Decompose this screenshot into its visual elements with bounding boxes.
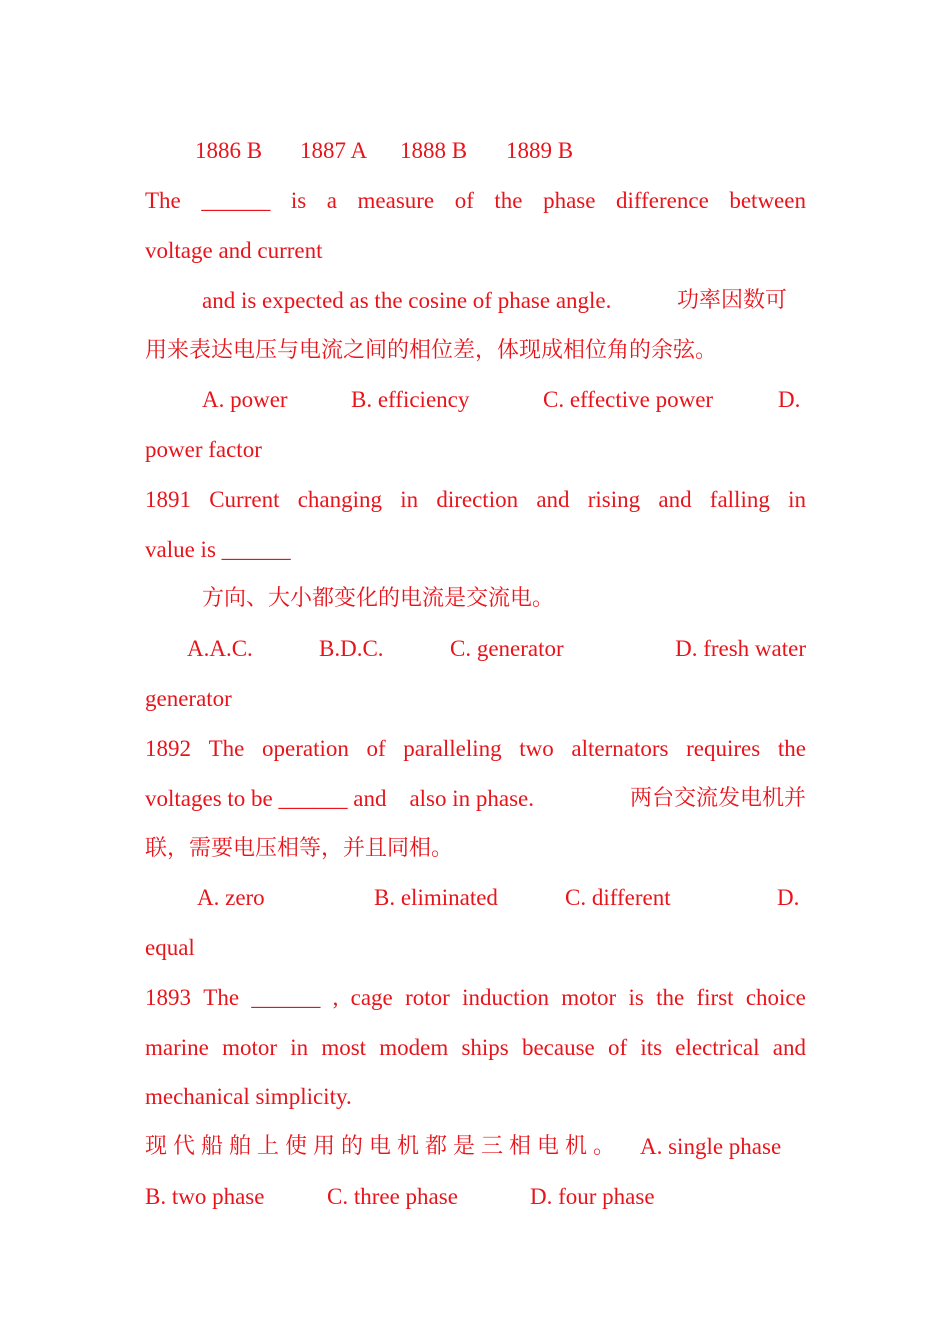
- word: motor: [222, 1035, 278, 1060]
- word: difference: [616, 188, 709, 213]
- word: electrical: [675, 1035, 760, 1060]
- q1890-line3-en: and is expected as the cosine of phase angle.: [202, 288, 612, 313]
- word: and: [772, 1035, 806, 1060]
- option-b: B. eliminated: [374, 885, 498, 910]
- q1892-line2-cn: 两台交流发电机并: [629, 786, 806, 811]
- word: of: [366, 736, 386, 761]
- word: phase: [543, 188, 596, 213]
- option-b: B. efficiency: [351, 387, 470, 412]
- blank: ______: [201, 188, 271, 213]
- word: and: [536, 487, 570, 512]
- word: The: [203, 985, 240, 1010]
- word: because: [521, 1035, 595, 1060]
- option-d: D.: [777, 885, 800, 910]
- word: motor: [561, 985, 617, 1010]
- q1892-line2-en: voltages to be ______ and also in phase.: [145, 786, 535, 811]
- word: cage: [350, 985, 393, 1010]
- q1891-line3: [145, 584, 806, 614]
- word: most: [321, 1035, 367, 1060]
- option-a: A. power: [202, 387, 288, 412]
- word: in: [400, 487, 419, 512]
- word: ,: [332, 985, 339, 1010]
- word: The: [145, 188, 181, 213]
- q1890-translation: 用来表达电压与电流之间的相位差，体现成相位角的余弦。: [145, 338, 718, 363]
- word: the: [656, 985, 685, 1010]
- word: its: [640, 1035, 663, 1060]
- word: modem: [379, 1035, 449, 1060]
- answer-1888: 1888 B: [400, 138, 468, 163]
- option-d: D. fresh water: [675, 636, 806, 661]
- q1891-line1: [145, 485, 806, 515]
- q1890-line3-cn: 功率因数可: [677, 288, 788, 313]
- q1890-options: [145, 385, 806, 415]
- q1891-line2: value is ______: [145, 537, 291, 562]
- answer-1887: 1887 A: [300, 138, 368, 163]
- option-b: B.D.C.: [319, 636, 384, 661]
- answer-1886: 1886 B: [195, 138, 263, 163]
- q1890-option-d-text: power factor: [145, 437, 262, 462]
- q1893-line2: [145, 1033, 806, 1063]
- answers-line: [145, 136, 806, 166]
- word: is: [628, 985, 644, 1010]
- word: of: [607, 1035, 628, 1060]
- q1892-translation: 联，需要电压相等，并且同相。: [145, 836, 454, 861]
- word: alternators: [571, 736, 669, 761]
- word: measure: [357, 188, 435, 213]
- q1893-options: [145, 1182, 806, 1212]
- option-a: A.A.C.: [187, 636, 253, 661]
- q1892-line1: [145, 734, 806, 764]
- word: falling: [709, 487, 770, 512]
- q1890-line2: voltage and current: [145, 238, 323, 263]
- q1890-line3: [145, 286, 806, 316]
- word: in: [788, 487, 806, 512]
- word: The: [208, 736, 245, 761]
- option-c: C. effective power: [543, 387, 714, 412]
- word: between: [729, 188, 806, 213]
- question-number: 1891: [145, 487, 191, 512]
- q1892-option-d-text: equal: [145, 935, 195, 960]
- option-a: A. zero: [197, 885, 265, 910]
- word: in: [290, 1035, 309, 1060]
- word: of: [454, 188, 474, 213]
- q1891-option-d-text: generator: [145, 686, 232, 711]
- word: is: [290, 188, 307, 213]
- word: a: [326, 188, 337, 213]
- q1891-translation: 方向、大小都变化的电流是交流电。: [202, 586, 555, 611]
- word: choice: [745, 985, 806, 1010]
- q1893-translation: 现代船舶上使用的电机都是三相电机。: [145, 1134, 622, 1159]
- word: operation: [262, 736, 349, 761]
- word: rising: [587, 487, 641, 512]
- q1892-line2: [145, 784, 806, 814]
- question-number: 1892: [145, 736, 191, 761]
- q1893-line3: mechanical simplicity.: [145, 1084, 352, 1109]
- word: and: [658, 487, 692, 512]
- q1893-line4: [145, 1132, 806, 1162]
- word: paralleling: [403, 736, 502, 761]
- word: rotor: [405, 985, 450, 1010]
- option-d: D. four phase: [530, 1184, 655, 1209]
- question-number: 1893: [145, 985, 191, 1010]
- q1891-options: [145, 634, 806, 664]
- word: marine: [145, 1035, 209, 1060]
- word: the: [494, 188, 523, 213]
- q1890-line1: [145, 186, 806, 216]
- blank: ______: [251, 985, 321, 1010]
- option-c: C. three phase: [327, 1184, 458, 1209]
- option-a: A. single phase: [640, 1134, 782, 1159]
- word: first: [696, 985, 734, 1010]
- word: ships: [461, 1035, 509, 1060]
- word: two: [519, 736, 554, 761]
- option-d: D.: [778, 387, 801, 412]
- word: requires: [686, 736, 761, 761]
- word: Current: [209, 487, 280, 512]
- answer-1889: 1889 B: [506, 138, 574, 163]
- word: induction: [462, 985, 549, 1010]
- word: the: [777, 736, 806, 761]
- word: direction: [436, 487, 519, 512]
- q1893-line1: [145, 983, 806, 1013]
- option-c: C. generator: [450, 636, 564, 661]
- option-b: B. two phase: [145, 1184, 265, 1209]
- option-c: C. different: [565, 885, 671, 910]
- q1892-options: [145, 883, 806, 913]
- word: changing: [297, 487, 383, 512]
